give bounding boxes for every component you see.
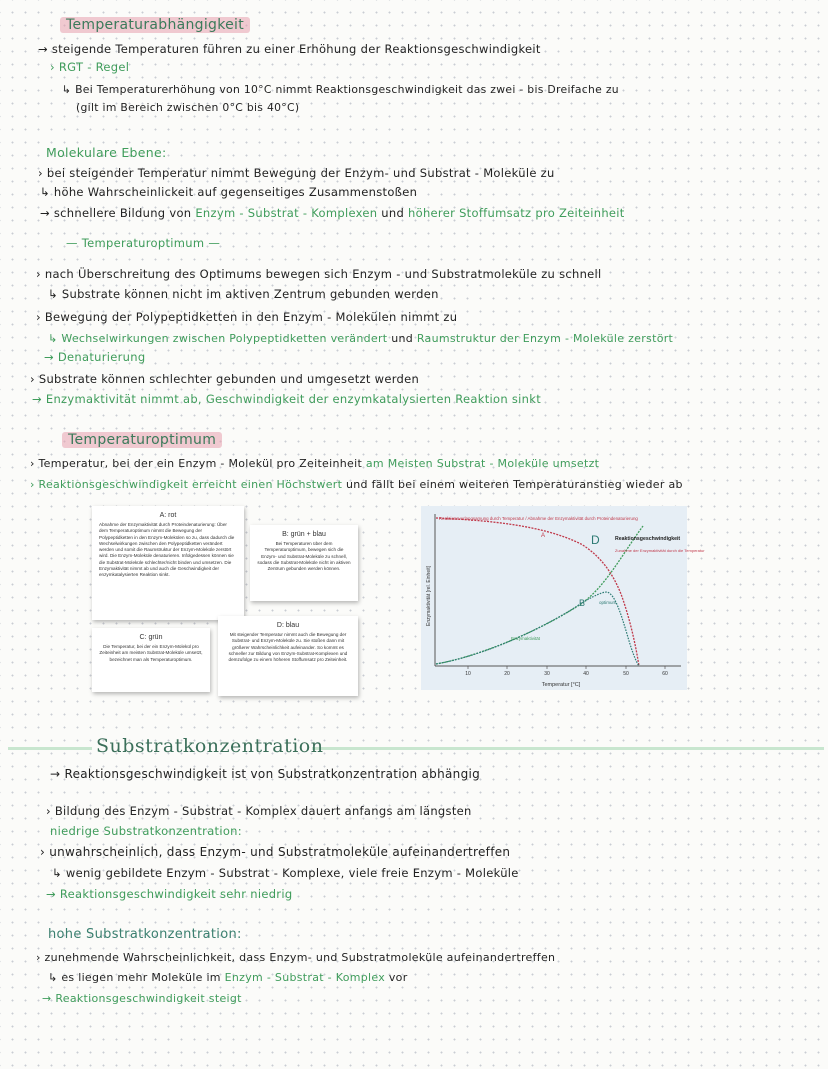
divider — [8, 747, 92, 750]
enzyme-graph — [421, 506, 705, 690]
note-line: → steigende Temperaturen führen zu einer Erhöhung der Reaktionsgeschwindigkeit — [38, 42, 541, 56]
subheading: — Temperaturoptimum — — [66, 236, 221, 250]
section-title: Temperaturoptimum — [62, 433, 222, 448]
subheading: hohe Substratkonzentration: — [48, 927, 242, 942]
card-d-title: D: blau — [276, 622, 300, 629]
note-line: › Temperatur, bei der ein Enzym - Molekül pro Zeiteinheit am Meisten Substrat - Moleküle umsetzt — [30, 457, 600, 470]
x-tick-label: 20 — [504, 671, 510, 677]
subheading: niedrige Substratkonzentration: — [50, 824, 242, 838]
card-b — [250, 525, 358, 601]
graph-svg — [421, 506, 705, 690]
card-c-text: Die Temperatur, bei der ein Enzym-Molekül pro Zeiteinheit am meisten Substrat-Moleküle umsetzt, bezeichnet man als Temperaturoptimum. — [99, 644, 203, 662]
note-line: ↳ Substrate können nicht im aktiven Zentrum gebunden werden — [48, 287, 439, 301]
x-tick-label: 50 — [623, 671, 629, 677]
card-d — [218, 616, 358, 696]
note-line: › RGT - Regel — [50, 60, 130, 74]
note-line: ↳ es liegen mehr Moleküle im Enzym - Substrat - Komplex vor — [48, 971, 408, 984]
card-c-title: C: grün — [139, 634, 163, 641]
red-note: Reaktionsverlangsamung durch Temperatur / Abnahme der Enzymaktivität durch Proteindenaturierung — [439, 516, 638, 521]
card-d-text: Mit steigender Temperatur nimmt auch die Bewegung der Substrat- und Enzym-Moleküle zu. Sie stoßen dann mit größerer Wahrscheinlichkeit aufeinander. So kommt es schneller zur Bildung von Enzym-Substrat-Komplexen und demzufolge zu einem höheren Stoffumsatz pro Zeiteinheit. — [228, 632, 348, 663]
note-line: › bei steigender Temperatur nimmt Bewegung der Enzym- und Substrat - Moleküle zu — [38, 166, 555, 180]
red-note-2: Zunahme der Enzymaktivität durch die Temperatur — [615, 548, 705, 553]
legend-label: Reaktionsgeschwindigkeit — [615, 536, 681, 542]
note-line: (gilt im Bereich zwischen 0°C bis 40°C) — [76, 101, 300, 114]
x-tick-label: 40 — [583, 671, 589, 677]
note-line: › Substrate können schlechter gebunden und umgesetzt werden — [30, 372, 420, 386]
note-line: › Bildung des Enzym - Substrat - Komplex dauert anfangs am längsten — [46, 804, 472, 818]
card-b-title: B: grün + blau — [282, 531, 326, 538]
note-line: › Reaktionsgeschwindigkeit erreicht einen Höchstwert und fällt bei einem weiteren Temperaturanstieg wieder ab — [30, 478, 683, 491]
note-line: ↳ höhe Wahrscheinlickeit auf gegenseitiges Zusammenstoßen — [40, 185, 418, 199]
card-a-text: Abnahme der Enzymaktivität durch Proteindenaturierung: Über dem Temperaturoptimum nimmt die Bewegung der Polypeptidketten in den Enzym-Molekülen so zu, dass dadurch die Wechselwirkungen zwischen den Polypeptidketten verändert werden und somit die Raumstruktur der Enzym-Moleküle zerstört wird. Die Enzym-Moleküle denaturieren. Infolgedessen können sie die Substrat-Moleküle schlechter/nicht binden und umsetzen. Die Enzymaktivität nimmt ab und auch die Geschwindigkeit der enzymkatalysierten Reaktion sinkt. — [99, 522, 235, 578]
note-line: → Reaktionsgeschwindigkeit sehr niedrig — [46, 887, 293, 901]
note-line: ↳ Wechselwirkungen zwischen Polypeptidketten verändert und Raumstruktur der Enzym - Moleküle zerstört — [48, 332, 674, 345]
x-tick-label: 60 — [662, 671, 668, 677]
card-c — [92, 628, 210, 692]
label-b: B — [579, 598, 586, 608]
x-tick-label: 10 — [465, 671, 471, 677]
section-title: Temperaturabhängigkeit — [60, 18, 250, 33]
note-line: → Denaturierung — [44, 350, 146, 364]
divider — [312, 747, 824, 750]
label-a: A — [541, 533, 546, 539]
label-d: D — [591, 533, 600, 547]
note-line: › Bewegung der Polypeptidketten in den Enzym - Molekülen nimmt zu — [36, 310, 458, 324]
card-b-text: Bei Temperaturen über dem Temperaturoptimum, bewegen sich die Enzym- und Substrat-Moleküle zu schnell, sodass die Substrat-Moleküle nicht im aktiven Zentrum gebunden werden können. — [257, 541, 351, 572]
note-line: ↳ Bei Temperaturerhöhung von 10°C nimmt Reaktionsgeschwindigkeit das zwei - bis Dreifache zu — [62, 83, 619, 96]
note-line: › zunehmende Wahrscheinlichkeit, dass Enzym- und Substratmoleküle aufeinandertreffen — [36, 951, 556, 964]
card-a — [92, 506, 244, 620]
note-line: → Reaktionsgeschwindigkeit steigt — [42, 992, 242, 1005]
x-tick-label: 30 — [544, 671, 550, 677]
card-a-title: A: rot — [159, 512, 177, 519]
note-line: → Reaktionsgeschwindigkeit ist von Substratkonzentration abhängig — [50, 767, 481, 781]
green-curve — [436, 526, 643, 664]
note-line: ↳ wenig gebildete Enzym - Substrat - Komplexe, viele freie Enzym - Moleküle — [52, 866, 519, 880]
section-title: Substratkonzentration — [96, 735, 324, 757]
subheading: Molekulare Ebene: — [46, 145, 167, 160]
enzymaktivitaet-label: Enzymaktivität — [511, 636, 541, 641]
note-line: → Enzymaktivität nimmt ab, Geschwindigkeit der enzymkatalysierten Reaktion sinkt — [32, 392, 542, 406]
note-line: → schnellere Bildung von Enzym - Substrat - Komplexen und höherer Stoffumsatz pro Zeiteinheit — [40, 206, 625, 220]
optimum-label: optimum — [599, 600, 617, 605]
note-line: › unwahrscheinlich, dass Enzym- und Substratmoleküle aufeinandertreffen — [40, 845, 511, 859]
y-axis-label: Enzymaktivität [rel. Einheit] — [426, 565, 432, 627]
x-axis-label: Temperatur [°C] — [541, 682, 581, 688]
note-line: › nach Überschreitung des Optimums bewegen sich Enzym - und Substratmoleküle zu schnell — [36, 267, 602, 281]
